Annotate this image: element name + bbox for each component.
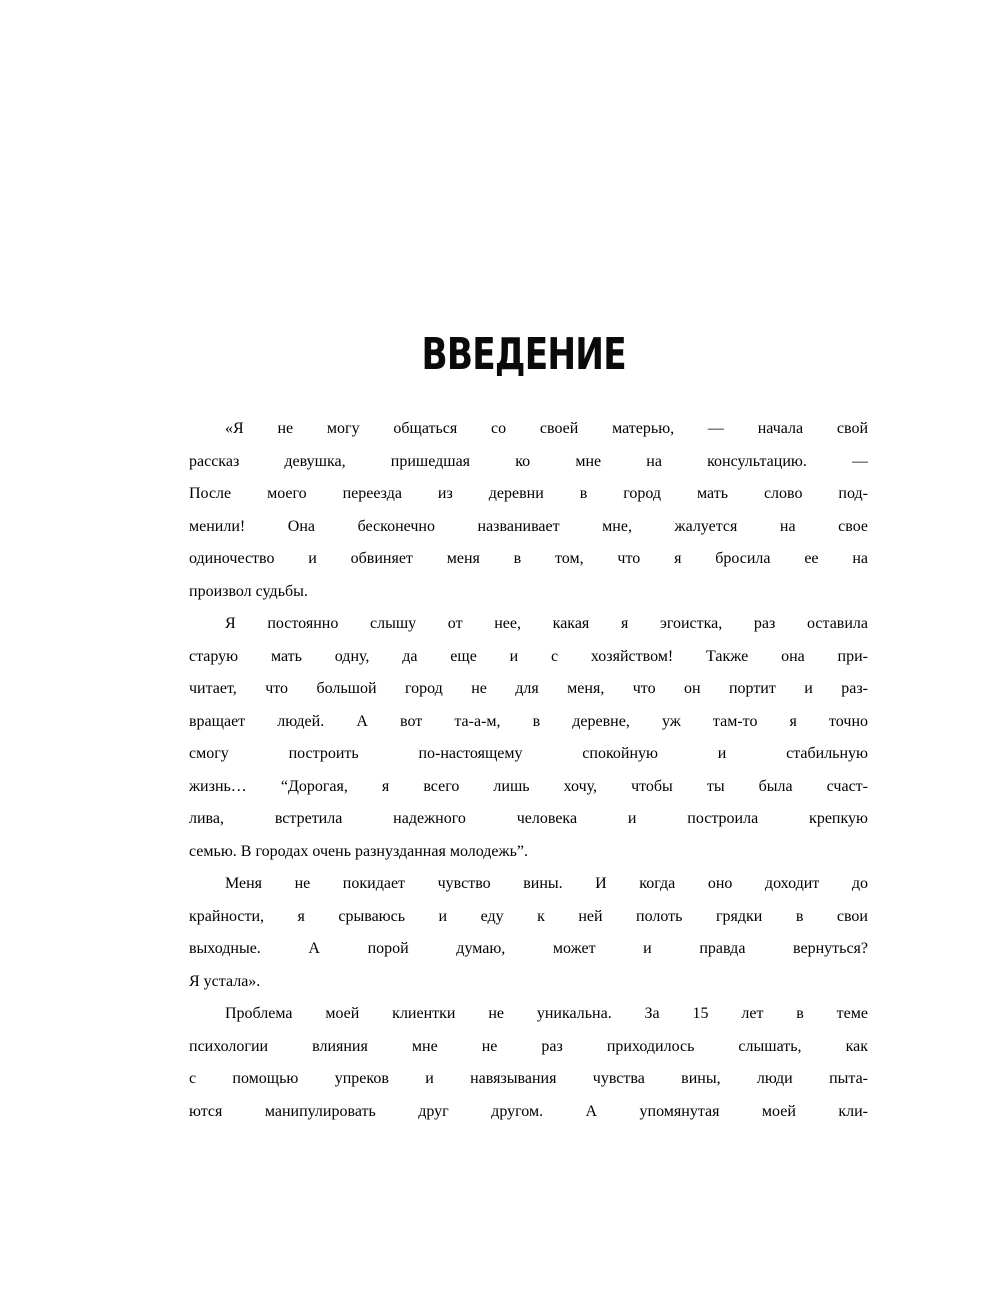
text-line: жизнь… “Дорогая, я всего лишь хочу, чтобы ты была счаст- bbox=[189, 777, 868, 795]
text-line: ются манипулировать друг другом. А упомянутая моей кли- bbox=[189, 1102, 868, 1120]
text-line: крайности, я срываюсь и еду к ней полоть грядки в свои bbox=[189, 907, 868, 925]
text-line: смогу построить по-настоящему спокойную и стабильную bbox=[189, 745, 868, 762]
text-line: семью. В городах очень разнузданная молодежь”. bbox=[189, 842, 528, 860]
text-line: менили! Она бесконечно названивает мне, жалуется на свое bbox=[189, 517, 868, 535]
paragraph-4 bbox=[189, 1005, 868, 1135]
text-line: старую мать одну, да еще и с хозяйством! Также она при- bbox=[189, 647, 868, 665]
text-line: Я устала». bbox=[189, 972, 261, 990]
text-line: Проблема моей клиентки не уникальна. За 15 лет в теме bbox=[225, 1005, 868, 1022]
text-line: После моего переезда из деревни в город мать слово под- bbox=[189, 485, 868, 502]
text-line: одиночество и обвиняет меня в том, что я бросила ее на bbox=[189, 550, 868, 567]
paragraph-3 bbox=[189, 875, 868, 1005]
text-line: произвол судьбы. bbox=[189, 582, 308, 600]
paragraph-1 bbox=[189, 420, 868, 615]
text-line: вращает людей. А вот та-а-м, в деревне, уж там-то я точно bbox=[189, 712, 868, 730]
text-line: выходные. А порой думаю, может и правда вернуться? bbox=[189, 940, 868, 957]
text-line: Меня не покидает чувство вины. И когда оно доходит до bbox=[225, 875, 868, 892]
chapter-title: ВВЕДЕНИЕ bbox=[421, 329, 626, 381]
text-line: рассказ девушка, пришедшая ко мне на консультацию. — bbox=[189, 452, 868, 470]
text-line: психологии влияния мне не раз приходилось слышать, как bbox=[189, 1037, 868, 1055]
text-line: лива, встретила надежного человека и построила крепкую bbox=[189, 810, 868, 827]
text-line: читает, что большой город не для меня, что он портит и раз- bbox=[189, 680, 868, 697]
text-line: «Я не могу общаться со своей матерью, — начала свой bbox=[225, 420, 868, 437]
text-line: Я постоянно слышу от нее, какая я эгоистка, раз оставила bbox=[225, 615, 868, 632]
chapter-body bbox=[189, 420, 868, 1135]
text-line: с помощью упреков и навязывания чувства вины, люди пыта- bbox=[189, 1070, 868, 1087]
paragraph-2 bbox=[189, 615, 868, 875]
